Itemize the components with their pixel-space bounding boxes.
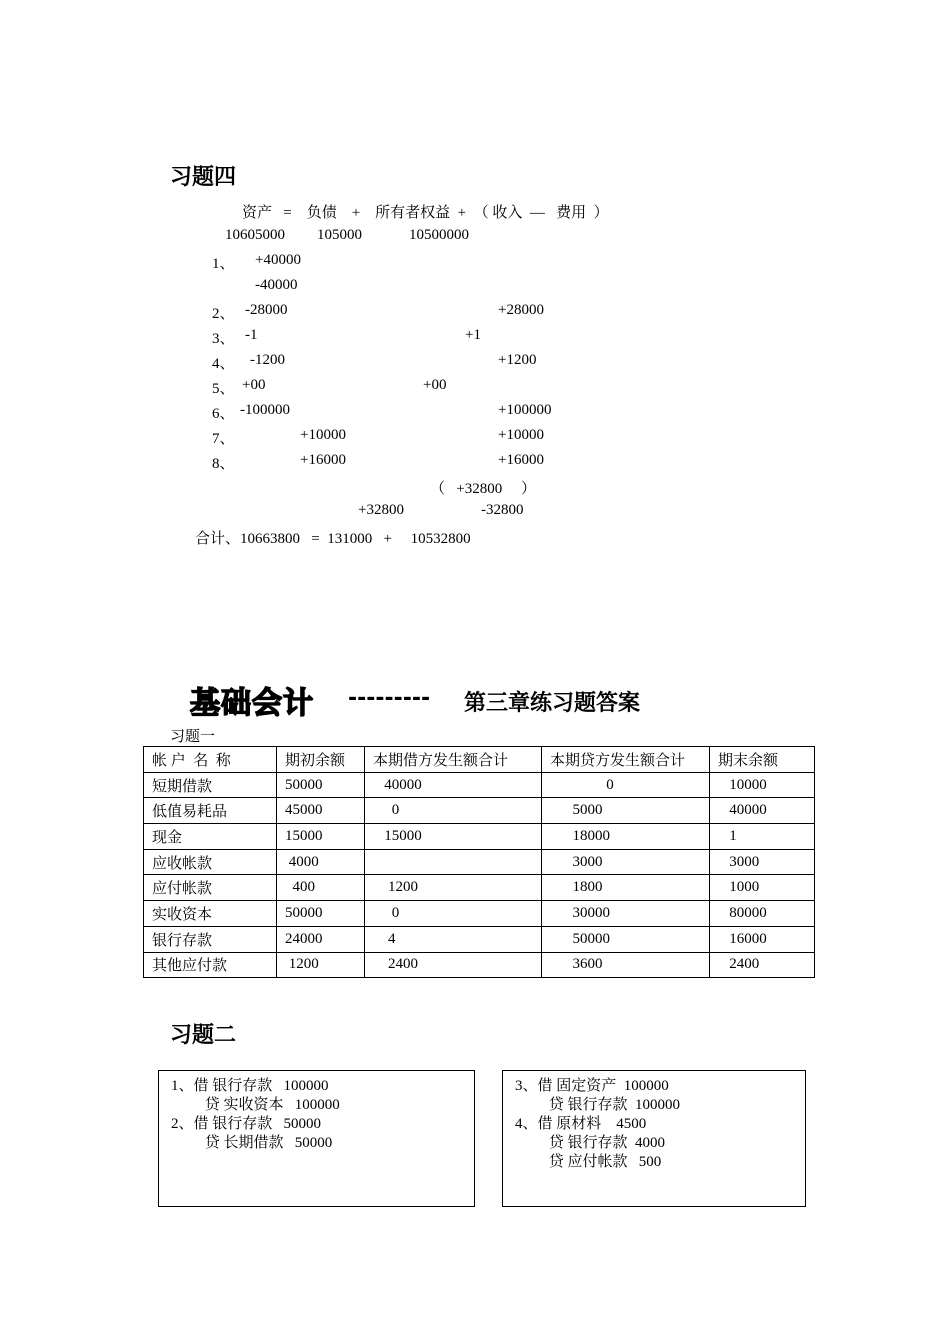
- journal-box-left: [158, 1070, 475, 1207]
- table-cell: 1: [710, 824, 815, 850]
- row-label: 8、: [212, 456, 235, 472]
- journal-entry: 贷 银行存款 100000: [515, 1097, 681, 1113]
- table-cell: 16000: [710, 926, 815, 952]
- row-income: +16000: [498, 452, 544, 468]
- chapter-title-main: 基础会计: [190, 686, 314, 721]
- total-line: 合计、10663800 = 131000 + 10532800: [195, 531, 471, 547]
- table-cell: 50000: [277, 772, 365, 798]
- exercise4-heading: 习题四: [170, 165, 237, 190]
- journal-entry: 4、借 原材料 4500: [515, 1116, 647, 1132]
- journal-entry: 贷 长期借款 50000: [171, 1135, 333, 1151]
- table-cell: 40000: [710, 798, 815, 824]
- row-assets: -40000: [255, 277, 298, 293]
- row-assets: -28000: [245, 302, 288, 318]
- journal-entry: 3、借 固定资产 100000: [515, 1078, 669, 1094]
- table-cell: 低值易耗品: [144, 798, 277, 824]
- journal-box-right: [502, 1070, 806, 1207]
- chapter-title-dashes: ---------: [348, 686, 431, 711]
- chapter-title-sub: 第三章练习题答案: [464, 691, 641, 716]
- journal-entry: 贷 应付帐款 500: [515, 1154, 662, 1170]
- table-cell: 5000: [542, 798, 710, 824]
- table-cell: 10000: [710, 772, 815, 798]
- table-row: [144, 772, 815, 798]
- row-label: 1、: [212, 256, 235, 272]
- row-label: 7、: [212, 431, 235, 447]
- table-cell: 现金: [144, 824, 277, 850]
- row-equity: +00: [423, 377, 447, 393]
- table-header-cell: 帐 户 名 称: [144, 747, 277, 773]
- journal-entry: 2、借 银行存款 50000: [171, 1116, 322, 1132]
- table-cell: 18000: [542, 824, 710, 850]
- row-label: 3、: [212, 331, 235, 347]
- split-right: -32800: [481, 502, 524, 518]
- row-income: +28000: [498, 302, 544, 318]
- table-header-cell: 本期借方发生额合计: [365, 747, 542, 773]
- row-assets: +00: [242, 377, 266, 393]
- split-left: +32800: [358, 502, 404, 518]
- table-cell: 0: [365, 901, 542, 927]
- table-cell: 1000: [710, 875, 815, 901]
- opening-liabilities: 105000: [317, 227, 362, 243]
- table-cell: 15000: [365, 824, 542, 850]
- table-cell: 1200: [365, 875, 542, 901]
- table-cell: 4: [365, 926, 542, 952]
- row-label: 6、: [212, 406, 235, 422]
- table-cell: 50000: [277, 901, 365, 927]
- table-cell: 400: [277, 875, 365, 901]
- table-row: [144, 926, 815, 952]
- table-cell: 3000: [710, 849, 815, 875]
- table-cell: 15000: [277, 824, 365, 850]
- journal-entry: 1、借 银行存款 100000: [171, 1078, 329, 1094]
- table-row: [144, 849, 815, 875]
- table-header-cell: 期初余额: [277, 747, 365, 773]
- table-row: [144, 952, 815, 978]
- table-row: [144, 901, 815, 927]
- paren-total: （ +32800 ）: [430, 481, 536, 497]
- table-cell: 0: [365, 798, 542, 824]
- table-cell: 3000: [542, 849, 710, 875]
- exercise1-label: 习题一: [170, 729, 216, 745]
- table-cell: 其他应付款: [144, 952, 277, 978]
- table-header-cell: 本期贷方发生额合计: [542, 747, 710, 773]
- table-cell: 实收资本: [144, 901, 277, 927]
- table-cell: 1200: [277, 952, 365, 978]
- table-cell: 1800: [542, 875, 710, 901]
- exercise2-heading: 习题二: [170, 1023, 237, 1048]
- table-cell: 应付帐款: [144, 875, 277, 901]
- table-cell: 45000: [277, 798, 365, 824]
- table-cell: 短期借款: [144, 772, 277, 798]
- table-row: [144, 824, 815, 850]
- journal-entry: 贷 银行存款 4000: [515, 1135, 666, 1151]
- table-row: [144, 798, 815, 824]
- table-cell: 银行存款: [144, 926, 277, 952]
- table-cell: 2400: [710, 952, 815, 978]
- table-cell: [365, 849, 542, 875]
- table-cell: 40000: [365, 772, 542, 798]
- table-header-row: [144, 747, 815, 773]
- row-income: +10000: [498, 427, 544, 443]
- row-income: +100000: [498, 402, 552, 418]
- accounts-table: [143, 746, 815, 978]
- opening-equity: 10500000: [409, 227, 469, 243]
- row-assets: -1200: [250, 352, 285, 368]
- table-cell: 50000: [542, 926, 710, 952]
- table-cell: 应收帐款: [144, 849, 277, 875]
- row-assets: +40000: [255, 252, 301, 268]
- table-cell: 80000: [710, 901, 815, 927]
- table-cell: 2400: [365, 952, 542, 978]
- table-cell: 0: [542, 772, 710, 798]
- row-income: +1200: [498, 352, 537, 368]
- equation-line: 资产 = 负债 + 所有者权益 + （ 收入 — 费用 ）: [242, 205, 609, 221]
- table-cell: 30000: [542, 901, 710, 927]
- table-header-cell: 期末余额: [710, 747, 815, 773]
- opening-assets: 10605000: [225, 227, 285, 243]
- table-row: [144, 875, 815, 901]
- journal-entry: 贷 实收资本 100000: [171, 1097, 340, 1113]
- table-cell: 4000: [277, 849, 365, 875]
- row-assets: -1: [245, 327, 258, 343]
- row-liabilities: +10000: [300, 427, 346, 443]
- table-cell: 3600: [542, 952, 710, 978]
- row-assets: -100000: [240, 402, 290, 418]
- row-equity: +1: [465, 327, 481, 343]
- row-label: 5、: [212, 381, 235, 397]
- table-cell: 24000: [277, 926, 365, 952]
- row-liabilities: +16000: [300, 452, 346, 468]
- row-label: 4、: [212, 356, 235, 372]
- row-label: 2、: [212, 306, 235, 322]
